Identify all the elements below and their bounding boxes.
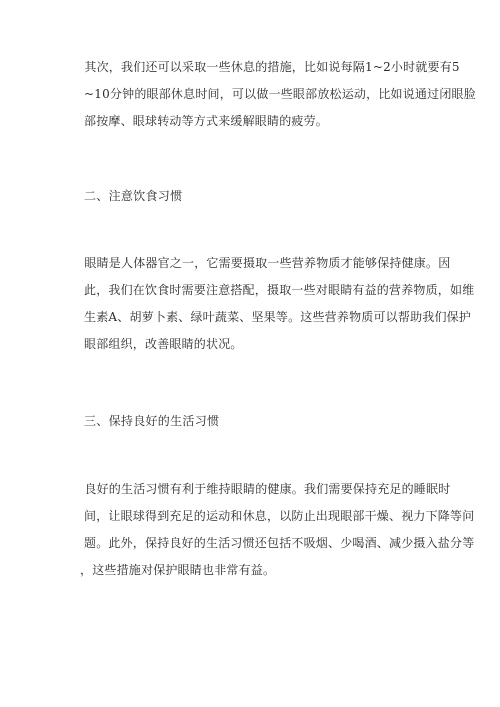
section-heading-diet: 二、注意饮食习惯	[84, 189, 183, 203]
paragraph-line: 题。此外，保持良好的生活习惯还包括不吸烟、少喝酒、减少摄入盐分等	[84, 536, 475, 550]
paragraph-line: 眼睛是人体器官之一，它需要摄取一些营养物质才能够保持健康。因	[60, 256, 451, 270]
paragraph-line: 眼部组织，改善眼睛的状况。	[84, 337, 243, 351]
paragraph-line: 生素A、胡萝卜素、绿叶蔬菜、坚果等。这些营养物质可以帮助我们保护	[84, 310, 472, 324]
paragraph-rest-measures	[60, 54, 476, 135]
paragraph-line: ，这些措施对保护眼睛也非常有益。	[80, 563, 276, 577]
paragraph-line: 其次，我们还可以采取一些休息的措施，比如说每隔1~2小时就要有5	[60, 60, 460, 74]
paragraph-line: 此，我们在饮食时需要注意搭配，摄取一些对眼睛有益的营养物质，如维	[84, 283, 475, 297]
paragraph-line: ~10分钟的眼部休息时间，可以做一些眼部放松运动，比如说通过闭眼脸	[84, 87, 476, 101]
paragraph-line: 部按摩、眼球转动等方式来缓解眼睛的疲劳。	[84, 114, 329, 128]
section-heading-lifestyle: 三、保持良好的生活习惯	[84, 414, 220, 428]
paragraph-line: 间，让眼球得到充足的运动和休息，以防止出现眼部干燥、视力下降等问	[84, 509, 475, 523]
paragraph-line: 良好的生活习惯有利于维持眼睛的健康。我们需要保持充足的睡眠时	[60, 482, 451, 496]
paragraph-lifestyle	[60, 476, 475, 584]
paragraph-diet	[60, 250, 475, 358]
